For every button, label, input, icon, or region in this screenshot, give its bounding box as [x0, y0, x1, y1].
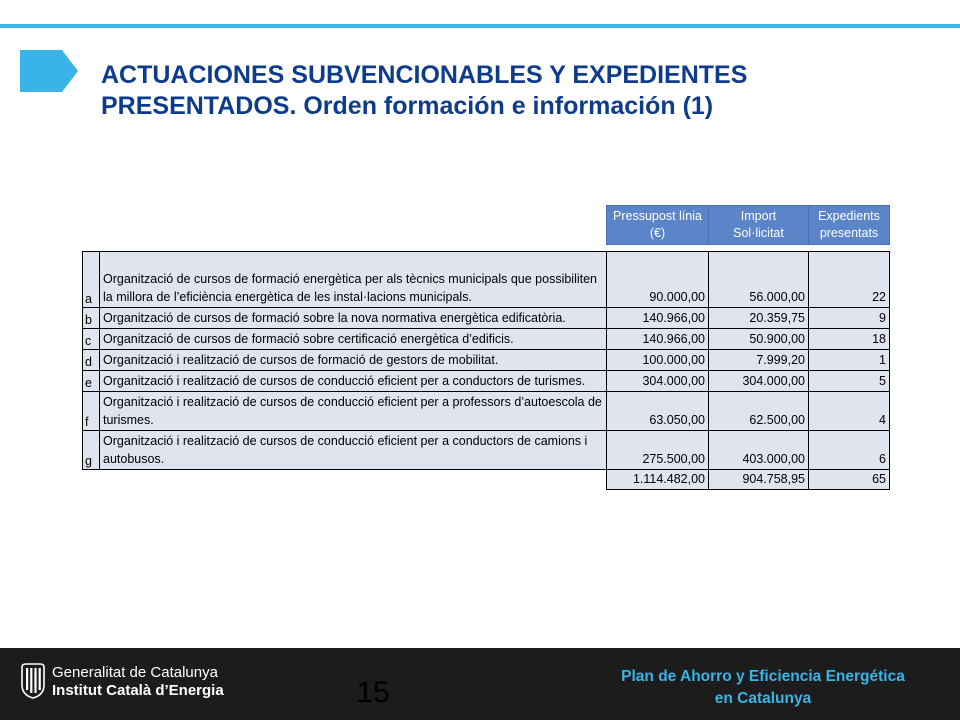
table-row: [83, 252, 890, 308]
table-row: [83, 371, 890, 392]
row-description: Organització de cursos de formació sobre la nova normativa energètica edificatòria.: [100, 308, 607, 329]
table-row: [83, 308, 890, 329]
budget-table: [82, 205, 890, 490]
row-budget: 275.500,00: [607, 431, 709, 470]
logo-text-generalitat: Generalitat de Catalunya: [52, 664, 218, 681]
row-description: Organització i realització de cursos de conducció eficient per a conductors de turismes.: [100, 371, 607, 392]
header-files-line-2: presentats: [819, 226, 879, 240]
header-files-line-1: Expedients: [818, 209, 880, 223]
row-budget: 140.966,00: [607, 329, 709, 350]
table-spacer: [83, 245, 890, 252]
row-requested: 304.000,00: [709, 371, 809, 392]
row-requested: 20.359,75: [709, 308, 809, 329]
row-budget: 90.000,00: [607, 252, 709, 308]
row-letter: f: [83, 392, 100, 431]
total-requested: 904.758,95: [709, 470, 809, 490]
table-row: [83, 392, 890, 431]
generalitat-stripes-icon: [20, 663, 46, 699]
row-requested: 56.000,00: [709, 252, 809, 308]
header-budget-line-2: (€): [649, 226, 666, 240]
row-letter: a: [83, 252, 100, 308]
total-files: 65: [809, 470, 890, 490]
row-files: 9: [809, 308, 890, 329]
footer-caption: [580, 666, 946, 710]
row-budget: 100.000,00: [607, 350, 709, 371]
row-files: 5: [809, 371, 890, 392]
slide-title: [101, 60, 921, 122]
slide-title-line-2: PRESENTADOS. Orden formación e información (1): [101, 92, 714, 120]
row-requested: 62.500,00: [709, 392, 809, 431]
row-files: 6: [809, 431, 890, 470]
footer-caption-line-1: Plan de Ahorro y Eficiencia Energética: [621, 668, 905, 685]
row-requested: 7.999,20: [709, 350, 809, 371]
row-budget: 63.050,00: [607, 392, 709, 431]
title-arrow-icon: [20, 50, 78, 92]
header-budget-line-1: Pressupost línia: [613, 209, 702, 223]
row-files: 4: [809, 392, 890, 431]
table-total-row: [83, 470, 890, 490]
row-files: 1: [809, 350, 890, 371]
table-row: [83, 329, 890, 350]
table-row: [83, 431, 890, 470]
row-budget: 304.000,00: [607, 371, 709, 392]
row-description: Organització i realització de cursos de formació de gestors de mobilitat.: [100, 350, 607, 371]
row-description: Organització i realització de cursos de conducció eficient per a professors d’autoescola de turismes.: [100, 392, 607, 431]
row-budget: 140.966,00: [607, 308, 709, 329]
row-files: 22: [809, 252, 890, 308]
table-row: [83, 350, 890, 371]
row-letter: g: [83, 431, 100, 470]
header-requested-line-2: Sol·licitat: [733, 226, 784, 240]
total-blank: [83, 470, 607, 490]
row-requested: 403.000,00: [709, 431, 809, 470]
header-requested: [709, 206, 809, 245]
row-description: Organització i realització de cursos de conducció eficient per a conductors de camions i autobusos.: [100, 431, 607, 470]
row-description: Organització de cursos de formació energètica per als tècnics municipals que possibiliten la millora de l’eficiència energètica de les instal·lacions municipals.: [100, 252, 607, 308]
total-budget: 1.114.482,00: [607, 470, 709, 490]
row-files: 18: [809, 329, 890, 350]
top-accent-rule: [0, 24, 960, 28]
header-files: [809, 206, 890, 245]
row-letter: c: [83, 329, 100, 350]
row-description: Organització de cursos de formació sobre certificació energètica d’edificis.: [100, 329, 607, 350]
header-requested-line-1: Import: [740, 209, 777, 223]
header-blank: [83, 206, 607, 245]
row-letter: d: [83, 350, 100, 371]
row-requested: 50.900,00: [709, 329, 809, 350]
footer-caption-line-2: en Catalunya: [714, 690, 812, 707]
page-number: 15: [356, 676, 390, 709]
row-letter: e: [83, 371, 100, 392]
logo-text-institut: Institut Català d’Energia: [52, 682, 224, 699]
row-letter: b: [83, 308, 100, 329]
slide-title-line-1: ACTUACIONES SUBVENCIONABLES Y EXPEDIENTES: [101, 61, 748, 89]
header-budget: [607, 206, 709, 245]
table-header-row: [83, 206, 890, 245]
